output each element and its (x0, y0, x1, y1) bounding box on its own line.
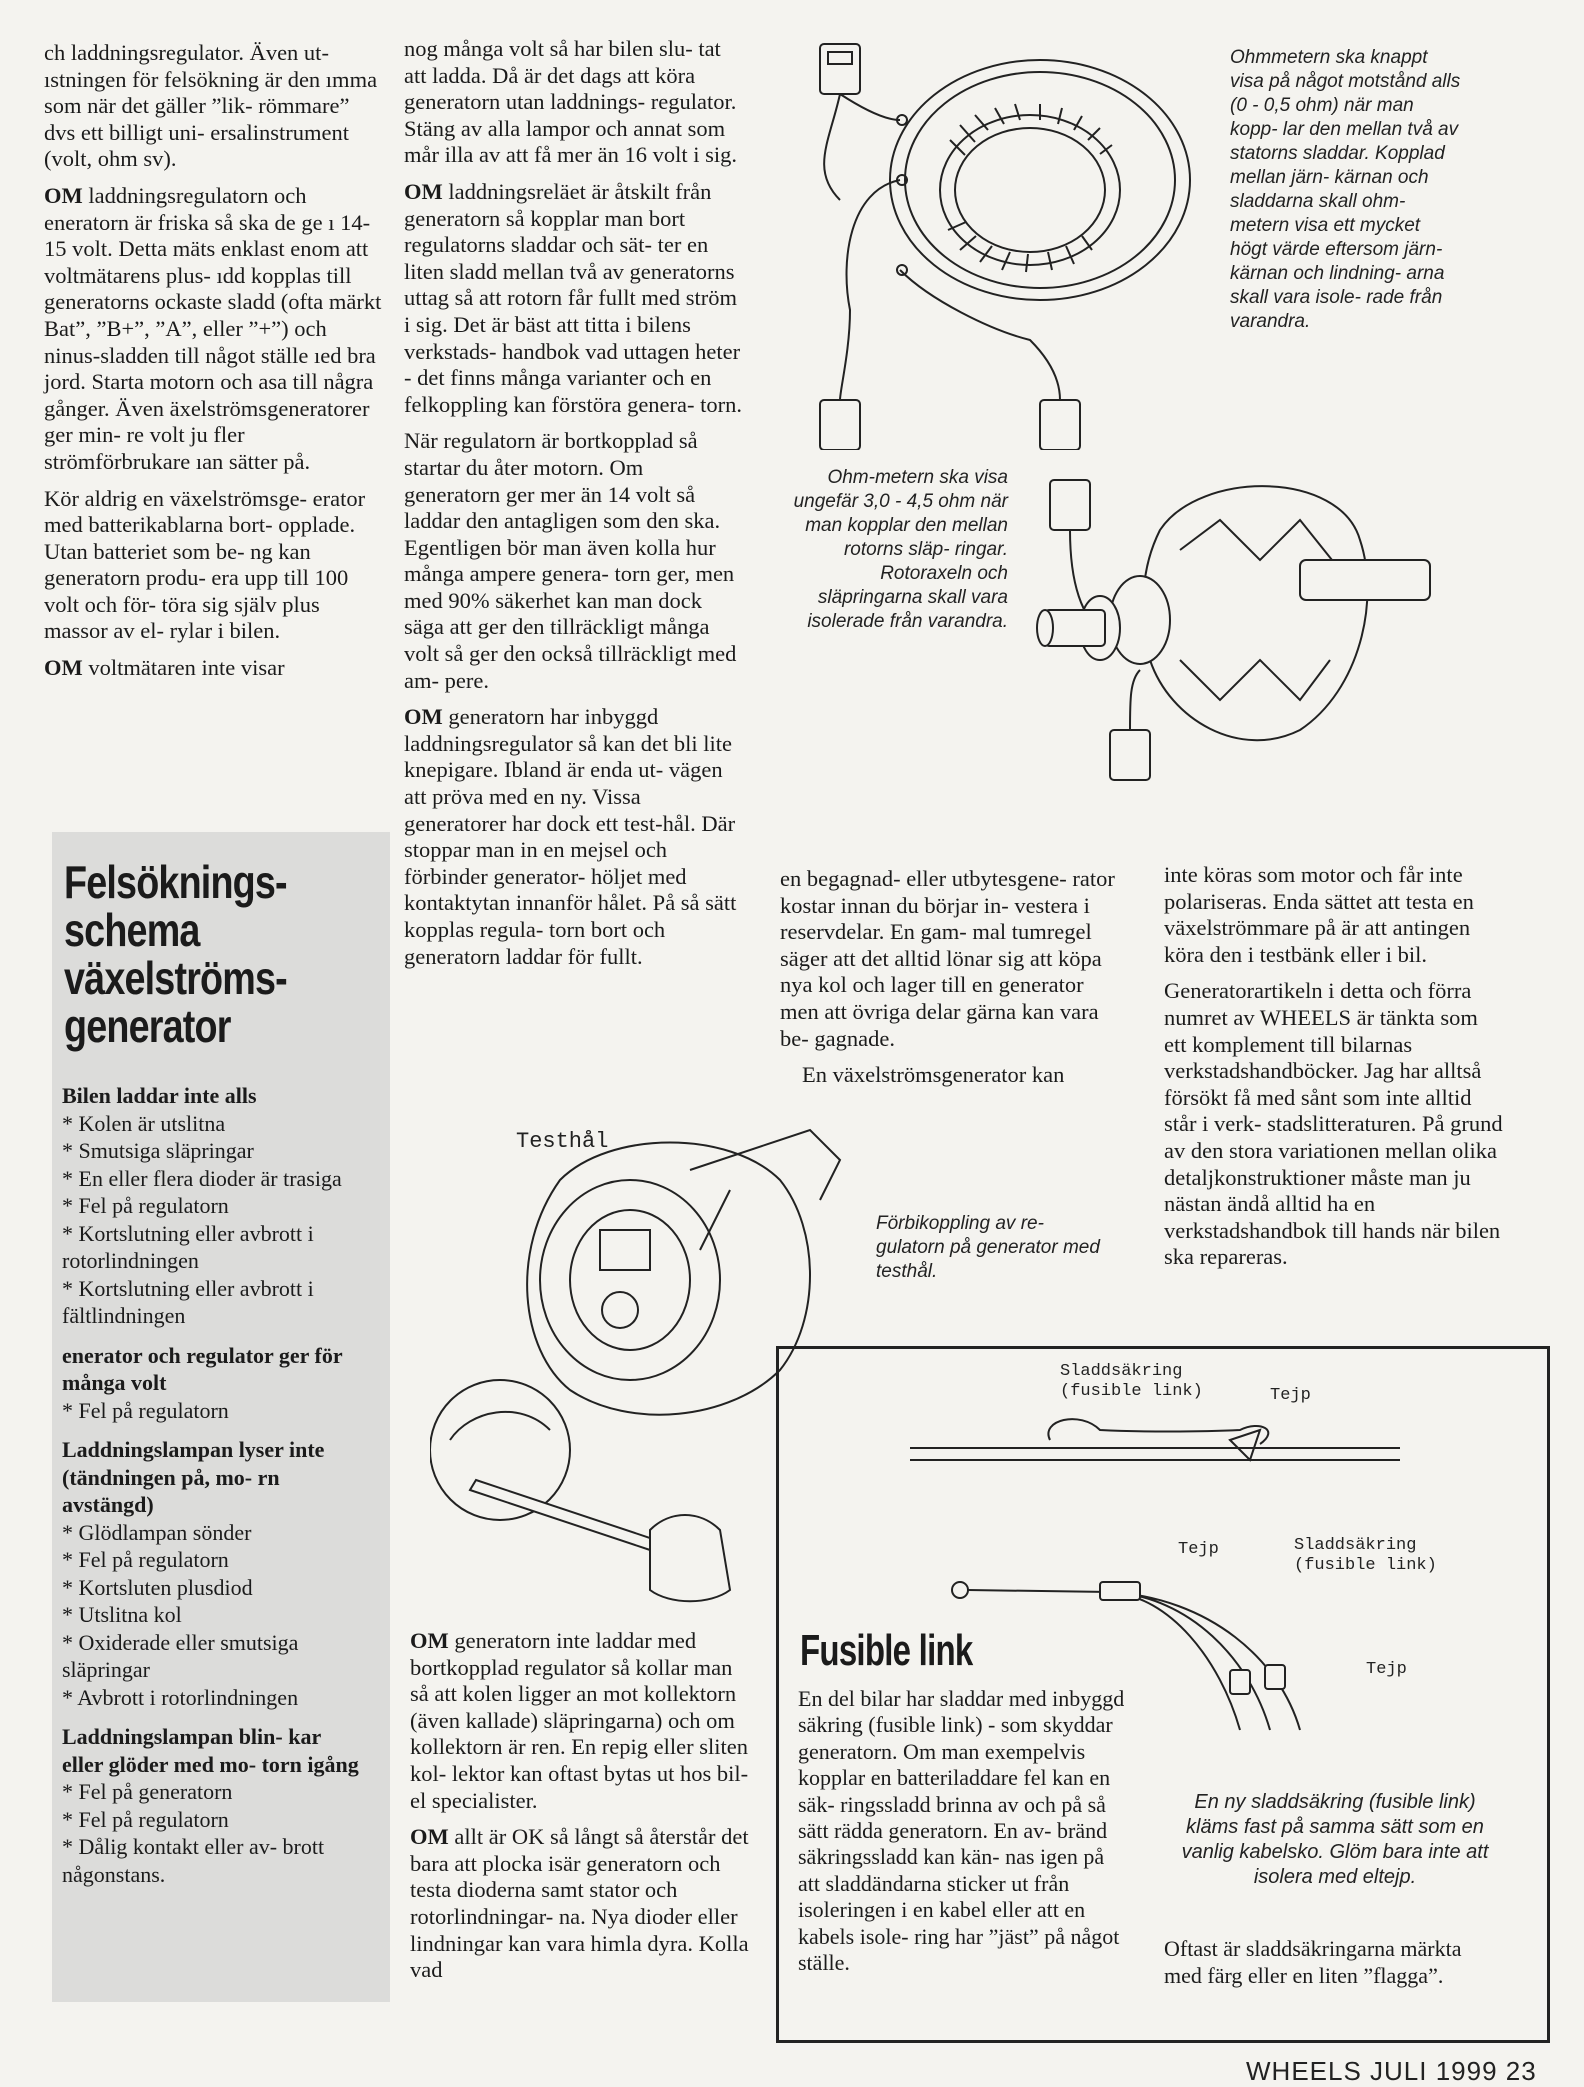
rotor-caption: Ohm-metern ska visa ungefär 3,0 - 4,5 ohm när man kopplar den mellan rotorns släp- ringar. Rotoraxeln och släpringarna skall vara isolerade från varandra. (793, 467, 1008, 632)
sidebar-item: * Kortsluten plusdiod (62, 1574, 253, 1600)
sidebar-title-line: Felsöknings- (64, 856, 287, 908)
col1-para-1: ch laddningsregulator. Även ut- ıstningen för felsökning är den ımma som när det gäller ”lik- römmare” dvs ett billigt uni- ersalinstrument (volt, ohm sv). (44, 40, 378, 172)
col1-para-4-text: voltmätaren inte visar (88, 655, 285, 681)
sidebar-heading: enerator och regulator ger för många volt (62, 1342, 343, 1395)
om-keyword: OM (410, 1628, 449, 1653)
sidebar-item: * Kolen är utslitna (62, 1110, 226, 1136)
sidebar-heading: Laddningslampan blin- kar eller glöder med mo- torn igång (62, 1724, 359, 1777)
col2-para-1: nog många volt så har bilen slu- tat att ladda. Då är det dags att köra generatorn utan laddnings- regulator. Stäng av alla lampor och annat som mår illa av att få mer än 16 volt i sig. (404, 36, 738, 168)
fusible-new-caption: En ny sladdsäkring (fusible link) kläms fast på samma sätt som en vanlig kabelsko. Glöm bara inte att isolera med eltejp. (1181, 1791, 1489, 1888)
bypass-caption: Förbikoppling av re- gulatorn på generator med testhål. (876, 1213, 1100, 1282)
col1-para-3: Kör aldrig en växelströmsge- erator med batterikablarna bort- opplade. Utan batteriet som be- ng kan generatorn produ- era upp till 100 volt och för- töra sig själv plus massor av el- rylar i bilen. (44, 485, 366, 644)
sidebar-title-line: växelströms- (64, 952, 287, 1004)
fusible-label-link-2: Sladdsäkring (fusible link) (1294, 1536, 1437, 1575)
om-keyword: OM (404, 704, 443, 730)
fusible-label-tejp-1: Tejp (1270, 1386, 1311, 1405)
fusible-label-tejp-2: Tejp (1178, 1540, 1219, 1559)
col1-para-4 (44, 655, 384, 682)
om-keyword: OM (404, 178, 443, 204)
sidebar-item: * Fel på regulatorn (62, 1547, 229, 1572)
sidebar-item: * Dålig kontakt eller av- brott någonstans. (62, 1834, 325, 1887)
sidebar-item: * Glödlampan sönder (62, 1519, 252, 1545)
fusible-link-wire-illustration (900, 1400, 1420, 1480)
col1-para-2 (44, 183, 384, 476)
stator-caption: Ohmmetern ska knappt visa på något motstånd alls (0 - 0,5 ohm) när man kopp- lar den mellan två av statorns sladdar. Kopplad mellan järn- kärnan och sladdarna skall ohm-metern visa ett mycket högt värde eftersom järn- kärnan och lindning- arna skall vara isole- rade från varandra. (1230, 47, 1461, 332)
sidebar-title (64, 858, 326, 1050)
col4-para-2: Generatorartikeln i detta och förra numret av WHEELS är tänkta som ett komplement till bilarnas verkstadshandböcker. Jag har alltså försökt få med sånt som inte alltid står i verk- stadslitteraturen. På grund av den stora variationen mellan olika detaljkonstruktioner måste man ju nästan ändå alltid ha en verkstadshandbok till hands när bilen ska repareras. (1164, 978, 1503, 1270)
sidebar-heading: Laddningslampan lyser inte (tändningen på, mo- rn avstängd) (62, 1437, 325, 1517)
sidebar-body (62, 1070, 362, 1888)
testhal-label: Testhål (516, 1129, 609, 1154)
col2b-para-2-text: allt är OK så långt så återstår det bara att plocka isär generatorn och testa dioderna samt stator och rotorlindningar- na. Nya dioder eller lindningar kan vara himla dyra. Kolla vad (410, 1824, 749, 1983)
column-2-lower (410, 1628, 750, 1994)
rotor-illustration (1000, 460, 1440, 800)
col2b-para-2 (410, 1824, 750, 1984)
col2-para-2-text: laddningsreläet är åtskilt från generatorn så kopplar man bort regulatorns sladdar och sät- ter en liten sladd mellan två av generatorns uttag så att rotorn får fullt med ström i sig. Det är bäst att titta i bilens verkstads- handbok vad uttagen heter - det finns många varianter och en felkoppling kan förstöra genera- torn. (404, 178, 743, 417)
sidebar-item: * En eller flera dioder är trasiga (62, 1165, 342, 1191)
fusible-link-title: Fusible link (800, 1626, 973, 1675)
column-3 (780, 866, 1120, 1099)
sidebar-item: * Fel på generatorn (62, 1779, 233, 1804)
fusible-note: Oftast är sladdsäkringarna märkta med färg eller en liten ”flagga”. (1164, 1936, 1462, 1988)
om-keyword: OM (44, 182, 83, 208)
col2-para-4 (404, 704, 744, 970)
stator-illustration (790, 30, 1250, 450)
om-keyword: OM (410, 1824, 449, 1850)
fusible-label-tejp-3: Tejp (1366, 1660, 1407, 1679)
column-2 (404, 36, 744, 980)
fusible-label-link-1: Sladdsäkring (fusible link) (1060, 1362, 1203, 1401)
col2-para-3: När regulatorn är bortkopplad så startar du åter motorn. Om generatorn ger mer än 14 volt så laddar den antagligen som den ska. Egentligen bör man även kolla hur många ampere genera- torn ger, men med 90% säkerhet kan man dock säga att ger den tillräckligt många volt så ger den också tillräckligt med am- pere. (404, 428, 737, 693)
col2b-para-1-text: generatorn inte laddar med bortkopplad regulator så kollar man så att kolen ligger an mot kollektorn (även kallade) släpringarna) och om kollektorn är ren. En repig eller sliten kol- lektor kan oftast bytas ut hos bil- el specialister. (410, 1628, 749, 1813)
col2-para-4-text: generatorn har inbyggd laddningsregulator så kan det bli lite knepigare. Ibland är enda ut- vägen att pröva med en ny. Vissa generatorer har dock ett test-hål. Där stoppar man in en mejsel och förbinder generator- höljet med kontaktytan innanför hålet. På så sätt kopplas regula- torn bort och generatorn laddar för fullt. (404, 704, 737, 969)
fusible-link-body: En del bilar har sladdar med inbyggd säkring (fusible link) - som skyddar generatorn. Om man exempelvis kopplar en batteriladdare fel kan en säk- ringssladd brinna av och på så sätt rädda generatorn. En av- bränd säkringssladd kan kän- nas igen på att sladdändarna sticker ut från isoleringen i en kabel eller att en kabels isole- ring har ”jäst” på något ställe. (798, 1686, 1125, 1976)
col4-para-1: inte köras som motor och får inte polariseras. Enda sättet att testa en växelströmmare på är att antingen köra den i testbänk eller i bil. (1164, 862, 1474, 967)
sidebar-item: * Smutsiga släpringar (62, 1138, 254, 1163)
sidebar-item: * Oxiderade eller smutsiga släpringar (62, 1629, 299, 1682)
sidebar-item: * Fel på regulatorn (62, 1806, 229, 1832)
page-footer: WHEELS JULI 1999 23 (1246, 2056, 1537, 2086)
col2b-para-1 (410, 1628, 750, 1814)
col3-para-1: en begagnad- eller utbytesgene- rator kostar innan du börjar in- vestera i reservdelar. En gam- mal tumregel säger att det alltid lönar sig att köpa nya kol och lager till en generator men att övriga delar gärna kan vara be- gagnade. (780, 866, 1115, 1051)
sidebar-item: * Kortslutning eller avbrott i fältlindningen (62, 1275, 314, 1328)
col2-para-2 (404, 179, 744, 418)
sidebar-heading: Bilen laddar inte alls (62, 1083, 257, 1108)
column-1 (44, 40, 384, 692)
sidebar-item: * Avbrott i rotorlindningen (62, 1684, 299, 1710)
col3-para-2: En växelströmsgenerator kan (802, 1062, 1065, 1088)
om-keyword: OM (44, 655, 83, 681)
sidebar-item: * Kortslutning eller avbrott i rotorlindningen (62, 1220, 314, 1273)
sidebar-item: * Fel på regulatorn (62, 1397, 229, 1423)
sidebar-item: * Utslitna kol (62, 1602, 182, 1627)
sidebar-item: * Fel på regulatorn (62, 1193, 229, 1218)
sidebar-title-line: schema (64, 904, 200, 956)
sidebar-title-line: generator (64, 1000, 231, 1052)
column-4 (1164, 862, 1504, 1281)
col1-para-2-text: laddningsregulatorn och eneratorn är friska så ska de ge ı 14-15 volt. Detta mäts enklast enom att voltmätarens plus- ıdd kopplas till generatorns ockaste sladd (ofta märkt Bat”, ”B+”, ”A”, eller ”+”) och ninus-sladden till något ställe ıed bra jord. Starta motorn och asa till några gånger. Även äxelströmsgeneratorer ger min- re volt ju fler strömförbrukare ıan sätter på. (44, 182, 382, 474)
